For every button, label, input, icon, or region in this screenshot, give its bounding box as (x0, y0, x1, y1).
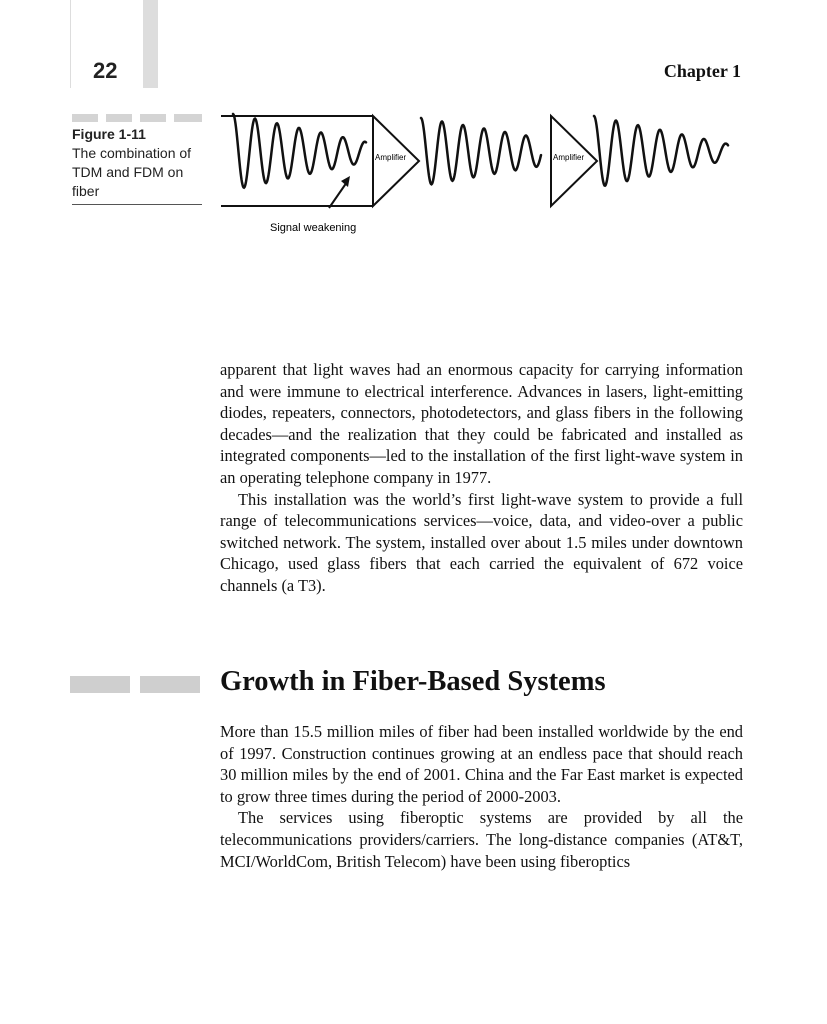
signal-weakening-label: Signal weakening (270, 222, 357, 234)
body-paragraphs-top (220, 359, 743, 597)
section-marker-bar (140, 676, 200, 693)
dash (106, 114, 132, 122)
weakening-wave-2 (421, 118, 541, 184)
annotation-arrow-line (329, 182, 347, 208)
weakening-wave-3 (594, 116, 728, 186)
figure-caption-text: The combination of TDM and FDM on fiber (72, 145, 192, 199)
page-number: 22 (93, 58, 118, 83)
body-paragraphs-bottom (220, 721, 743, 872)
dash (140, 114, 166, 122)
section-heading: Growth in Fiber-Based Systems (220, 666, 606, 697)
section-marker-bar (70, 676, 130, 693)
amplifier-label-2: Amplifier (553, 153, 585, 162)
dash (72, 114, 98, 122)
paragraph-2: This installation was the world’s first light-wave system to provide a full range of telecommunications services—voice, data, and video-over a public switched network. The system, installed over about 1.5 miles under downtown Chicago, used glass fibers that each carried the equivalent of 672 voice channels (a T3). (220, 489, 743, 595)
figure-label: Figure 1-11 (72, 126, 146, 142)
weakening-wave-1 (233, 114, 366, 188)
figure-caption (72, 125, 202, 205)
paragraph-1: apparent that light waves had an enormous capacity for carrying information and were immune to electrical interference. Advances in lasers, light-emitting diodes, repeaters, connectors, photodetectors, and glass fibers in the following decades—and the realization that they could be fabricated and installed as integrated components—led to the installation of the first light-wave system in an operating telephone company in 1977. (220, 360, 743, 487)
amplifier-label-1: Amplifier (375, 153, 407, 162)
page-tab-border (70, 0, 71, 88)
dash (174, 114, 202, 122)
signal-amplification-diagram (216, 110, 736, 240)
page-tab-bar (143, 0, 158, 88)
chapter-label: Chapter 1 (663, 61, 741, 81)
paragraph-3: More than 15.5 million miles of fiber had been installed worldwide by the end of 1997. Construction continues growing at an endless pace that should reach 30 million miles by the end of 2001. China and the Far East market is expected to grow three times during the period of 2000-2003. (220, 722, 743, 806)
paragraph-4: The services using fiberoptic systems are provided by all the telecommunications providers/carriers. The long-distance companies (AT&T, MCI/WorldCom, British Telecom) have been using fiberoptics (220, 808, 743, 871)
